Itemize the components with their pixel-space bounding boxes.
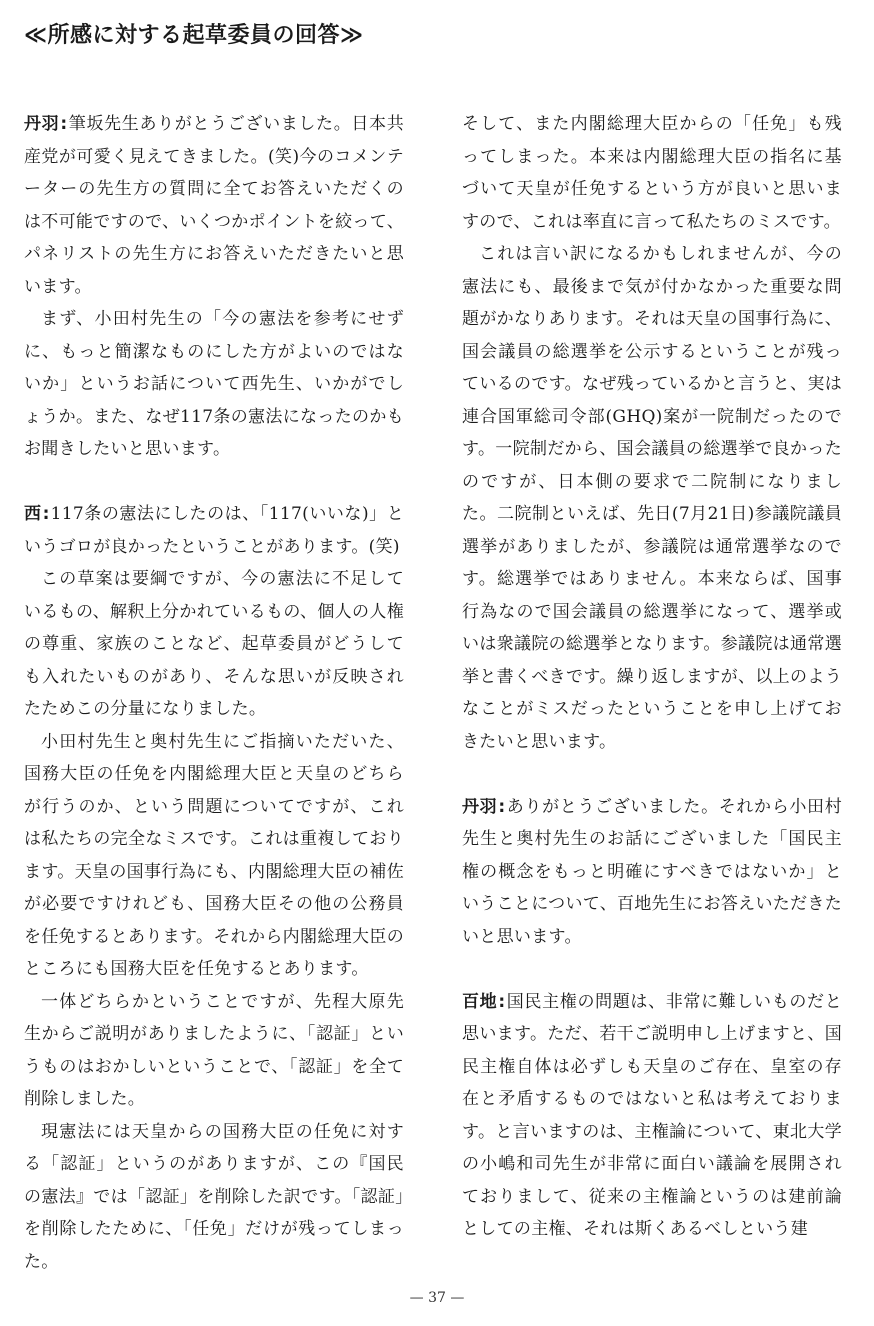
paragraph-text: ありがとうございました。それから小田村先生と奥村先生のお話にございました「国民主権の概念をもっと明確にすべきではないか」ということについて、百地先生にお答えいただきたいと思います。 (462, 796, 842, 947)
paragraph-general-election: これは言い訳になるかもしれませんが、今の憲法にも、最後まで気が付かなかった重要な問題がかなりあります。それは天皇の国事行為に、国会議員の総選挙を公示するということが残っているのです。なぜ残っているかと言うと、実は連合国軍総司令部(GHQ)案が一院制だったのです。一院制だから、国会議員の総選挙で良かったのですが、日本側の要求で二院制になりました。二院制といえば、先日(7月21日)参議院議員選挙がありましたが、参議院は通常選挙なのです。総選挙ではありません。本来ならば、国事行為なので国会議員の総選挙になって、選挙或いは衆議院の総選挙となります。参議院は通常選挙と書くべきです。繰り返しますが、以上のようなことがミスだったということを申し上げておきたいと思います。 (462, 244, 842, 752)
speaker-separator: : (60, 114, 68, 134)
paragraph-text: 117条の憲法にしたのは、「117(いいな)」というゴロが良かったということがあります。(笑) (24, 504, 405, 557)
speaker-name: 百地 (462, 991, 498, 1012)
paragraph-continued-mistake: そして、また内閣総理大臣からの「任免」も残ってしまった。本来は内閣総理大臣の指名に基づいて天皇が任免するという方が良いと思いますので、これは率直に言って私たちのミスです。 (462, 114, 842, 232)
paragraph-current-constitution: 現憲法には天皇からの国務大臣の任免に対する「認証」というのがありますが、この『国民の憲法』では「認証」を削除した訳です。「認証」を削除したために、「任免」だけが残ってしまった。 (24, 1121, 404, 1272)
paragraph-niwa-opening (24, 108, 404, 303)
paragraph-momochi-answer (462, 986, 842, 1246)
page-title: ≪所感に対する起草委員の回答≫ (24, 23, 364, 48)
paragraph-text: 筆坂先生ありがとうございました。日本共産党が可愛く見えてきました。(笑)今のコメンテーターの先生方の質問に全てお答えいただくのは不可能ですので、いくつかポイントを絞って、パネリストの先生方にお答えいただきたいと思います。 (24, 114, 404, 297)
page-number: — 37 — (409, 1290, 465, 1306)
paragraph-text: 国民主権の問題は、非常に難しいものだと思います。ただ、若干ご説明申し上げますと、国民主権自体は必ずしも天皇のご存在、皇室の存在と矛盾するものではないと私は考えております。と言いますのは、主権論について、東北大学の小嶋和司先生が非常に面白い議論を展開されておりまして、従来の主権論というのは建前論としての主権、それは斯くあるべしという建 (462, 991, 842, 1239)
right-column (462, 108, 842, 1246)
speaker-name: 丹羽 (24, 114, 60, 134)
speaker-separator: : (42, 504, 50, 524)
paragraph-question-to-nishi: まず、小田村先生の「今の憲法を参考にせずに、もっと簡潔なものにした方がよいのではないか」というお話について西先生、いかがでしょうか。また、なぜ117条の憲法になったのかもお聞きしたいと思います。 (24, 309, 404, 459)
paragraph-niwa-followup (462, 791, 842, 954)
speaker-separator: : (498, 796, 506, 817)
paragraph-nishi-answer (24, 498, 404, 563)
speaker-separator: : (498, 991, 506, 1012)
speaker-name: 西 (24, 504, 42, 524)
speaker-name: 丹羽 (462, 796, 498, 817)
paragraph-draft-volume: この草案は要綱ですが、今の憲法に不足しているもの、解釈上分かれているもの、個人の人権の尊重、家族のことなど、起草委員がどうしても入れたいものがあり、そんな思いが反映されたためこの分量になりました。 (24, 569, 404, 719)
paragraph-certification-removed: 一体どちらかということですが、先程大原先生からご説明がありましたように、「認証」というものはおかしいということで、「認証」を全て削除しました。 (24, 991, 404, 1109)
left-column (24, 108, 404, 1278)
paragraph-minister-appointment: 小田村先生と奥村先生にご指摘いただいた、国務大臣の任免を内閣総理大臣と天皇のどちらが行うのか、という問題についてですが、これは私たちの完全なミスです。これは重複しております。天皇の国事行為にも、内閣総理大臣の補佐が必要ですけれども、国務大臣その他の公務員を任免するとあります。それから内閣総理大臣のところにも国務大臣を任免するとあります。 (24, 731, 404, 979)
